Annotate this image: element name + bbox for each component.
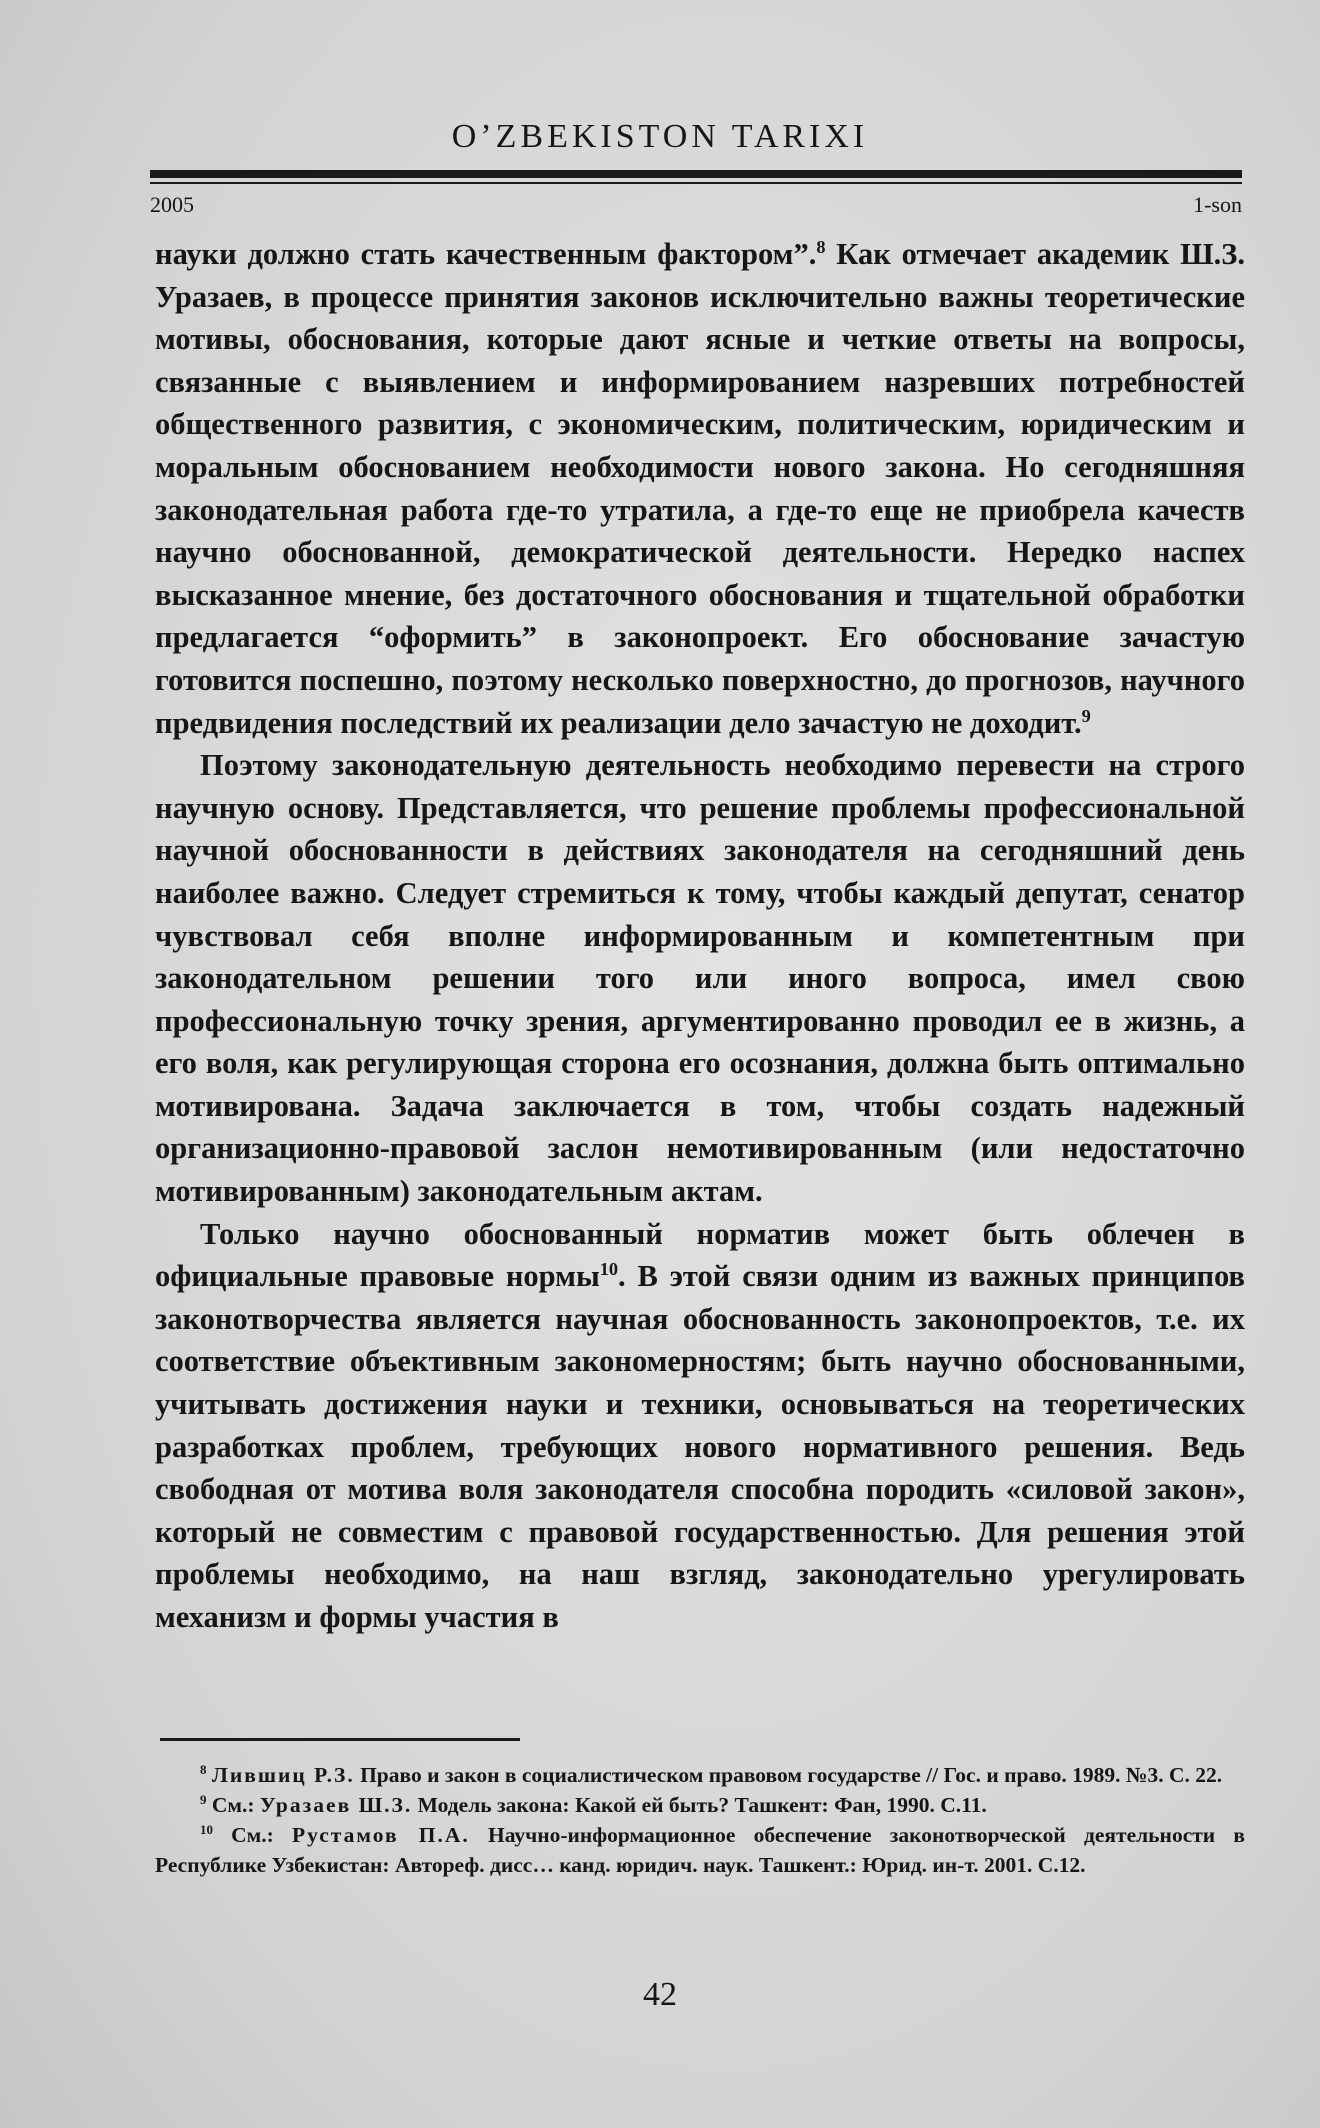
footnote-author: Рустамов П.А. <box>292 1823 470 1847</box>
footnote-text: Право и закон в социалистическом правовом государстве // Гос. и право. 1989. №3. С. 22. <box>354 1763 1223 1787</box>
footnote-separator <box>160 1738 520 1741</box>
paragraph <box>155 233 1245 744</box>
footnote-number: 10 <box>200 1822 213 1837</box>
footnote-text: Модель закона: Какой ей быть? Ташкент: Фан, 1990. С.11. <box>412 1793 987 1817</box>
header-rule-thick <box>150 170 1242 178</box>
footnote <box>155 1790 1245 1820</box>
footnote <box>155 1820 1245 1880</box>
paragraph <box>155 1213 1245 1639</box>
footnote-prefix: См.: <box>231 1823 293 1847</box>
footnotes <box>155 1760 1245 1880</box>
issue-number: 1-son <box>1193 192 1242 217</box>
paragraph-text: Только научно обоснованный норматив может быть облечен в официальные правовые нормы <box>155 1216 1245 1294</box>
paragraph <box>155 744 1245 1213</box>
footnote-number: 8 <box>200 1762 207 1777</box>
paragraph-text: Как отмечает академик Ш.З. Уразаев, в процессе принятия законов исключительно важны теоретические мотивы, обоснования, которые дают ясные и четкие ответы на вопросы, связанные с выявлением и информированием назревших потребностей общественного развития, с экономическим, политическим, юридическим и моральным обоснованием необходимости нового закона. Но сегодняшняя законодательная работа где-то утратила, а где-то еще не приобрела качеств научно обоснованной, демократической деятельности. Нередко наспех высказанное мнение, без достаточного обоснования и тщательной обработки предлагается “оформить” в законопроект. Его обоснование зачастую готовится поспешно, поэтому несколько поверхностно, до прогнозов, научного предвидения последствий их реализации дело зачастую не доходит. <box>155 237 1246 740</box>
header-rule-thin <box>150 182 1242 184</box>
footnote <box>155 1760 1245 1790</box>
footnote-ref: 8 <box>816 236 826 257</box>
footnote-ref: 9 <box>1081 705 1091 726</box>
journal-title: O’ZBEKISTON TARIXI <box>451 118 869 155</box>
paragraph-text: науки должно стать качественным фактором”. <box>155 237 817 271</box>
page-number: 42 <box>643 1976 677 2013</box>
footnote-number: 9 <box>200 1792 207 1807</box>
footnote-prefix: См.: <box>211 1793 260 1817</box>
paragraph-text: . В этой связи одним из важных принципов законотворчества является научная обоснованность законопроектов, т.е. их соответствие объективным закономерностям; быть научно обоснованными, учитывать достижения науки и техники, основываться на теоретических разработках проблем, требующих нового нормативного решения. Ведь свободная от мотива воля законодателя способна породить «силовой закон», который не совместим с правовой государственностью. Для решения этой проблемы необходимо, на наш взгляд, законодательно урегулировать механизм и формы участия в <box>155 1259 1245 1634</box>
footnote-text: Научно-информационное обеспечение законотворческой деятельности в Республике Узбекистан: Автореф. дисс… канд. юридич. наук. Ташкент.: Юрид. ин-т. 2001. С.12. <box>155 1823 1246 1877</box>
publication-year: 2005 <box>150 192 194 217</box>
main-text <box>155 233 1245 1639</box>
paragraph-text: Поэтому законодательную деятельность необходимо перевести на строго научную основу. Представляется, что решение проблемы профессиональной научной обоснованности в действиях законодателя на сегодняшний день наиболее важно. Следует стремиться к тому, чтобы каждый депутат, сенатор чувствовал себя вполне информированным и компетентным при законодательном решении того или иного вопроса, имел свою профессиональную точку зрения, аргументированно проводил ее в жизнь, а его воля, как регулирующая сторона его осознания, должна быть оптимально мотивирована. Задача заключается в том, чтобы создать надежный организационно-правовой заслон немотивированным (или недостаточно мотивированным) законодательным актам. <box>155 748 1245 1209</box>
footnote-author: Уразаев Ш.З. <box>259 1793 413 1817</box>
footnote-author: Лившиц Р.З. <box>211 1763 355 1787</box>
footnote-ref: 10 <box>599 1259 619 1280</box>
